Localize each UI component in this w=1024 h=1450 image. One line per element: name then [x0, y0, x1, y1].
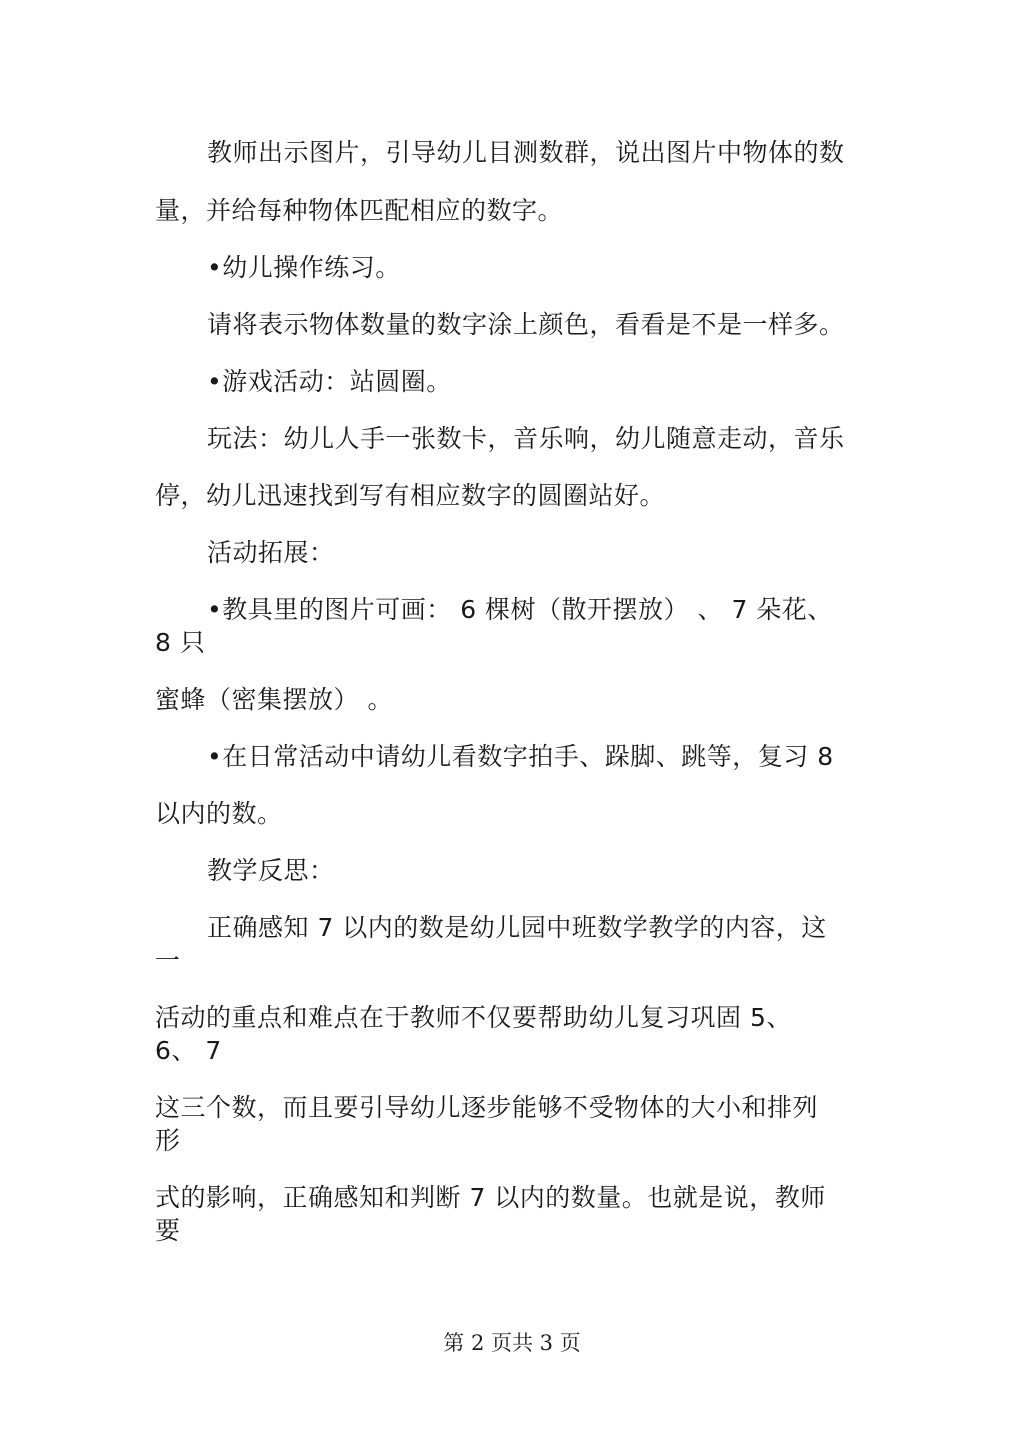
text-line: 活动拓展： — [207, 538, 335, 567]
page-number-footer: 第 2 页共 3 页 — [443, 1331, 581, 1355]
text-line: 正确感知 7 以内的数是幼儿园中班数学教学的内容，这 — [207, 913, 827, 942]
text-line: 式的影响，正确感知和判断 7 以内的数量。也就是说，教师 — [155, 1183, 826, 1212]
text-line: 以内的数。 — [155, 799, 283, 828]
text-line: 6、 7 — [155, 1036, 222, 1065]
text-line: 蜜蜂（密集摆放） 。 — [155, 685, 393, 714]
text-line: 形 — [155, 1126, 181, 1155]
text-line: 一 — [155, 946, 181, 975]
text-line: 8 只 — [155, 628, 206, 657]
text-line: •在日常活动中请幼儿看数字拍手、跺脚、跳等，复习 8 — [207, 742, 834, 771]
text-line: 教师出示图片，引导幼儿目测数群，说出图片中物体的数 — [207, 138, 845, 167]
text-line: 停，幼儿迅速找到写有相应数字的圆圈站好。 — [155, 481, 666, 510]
text-line: 要 — [155, 1216, 181, 1245]
text-line: 活动的重点和难点在于教师不仅要帮助幼儿复习巩固 5、 — [155, 1003, 792, 1032]
text-line: 玩法：幼儿人手一张数卡，音乐响，幼儿随意走动，音乐 — [207, 424, 845, 453]
text-line: 量，并给每种物体匹配相应的数字。 — [155, 196, 564, 225]
text-line: 这三个数，而且要引导幼儿逐步能够不受物体的大小和排列 — [155, 1093, 819, 1122]
text-line: 教学反思： — [207, 856, 335, 885]
text-line: 请将表示物体数量的数字涂上颜色，看看是不是一样多。 — [207, 310, 845, 339]
text-line: •幼儿操作练习。 — [207, 253, 401, 282]
text-line: •游戏活动：站圆圈。 — [207, 367, 452, 396]
text-line: •教具里的图片可画： 6 棵树（散开摆放） 、 7 朵花、 — [207, 595, 833, 624]
